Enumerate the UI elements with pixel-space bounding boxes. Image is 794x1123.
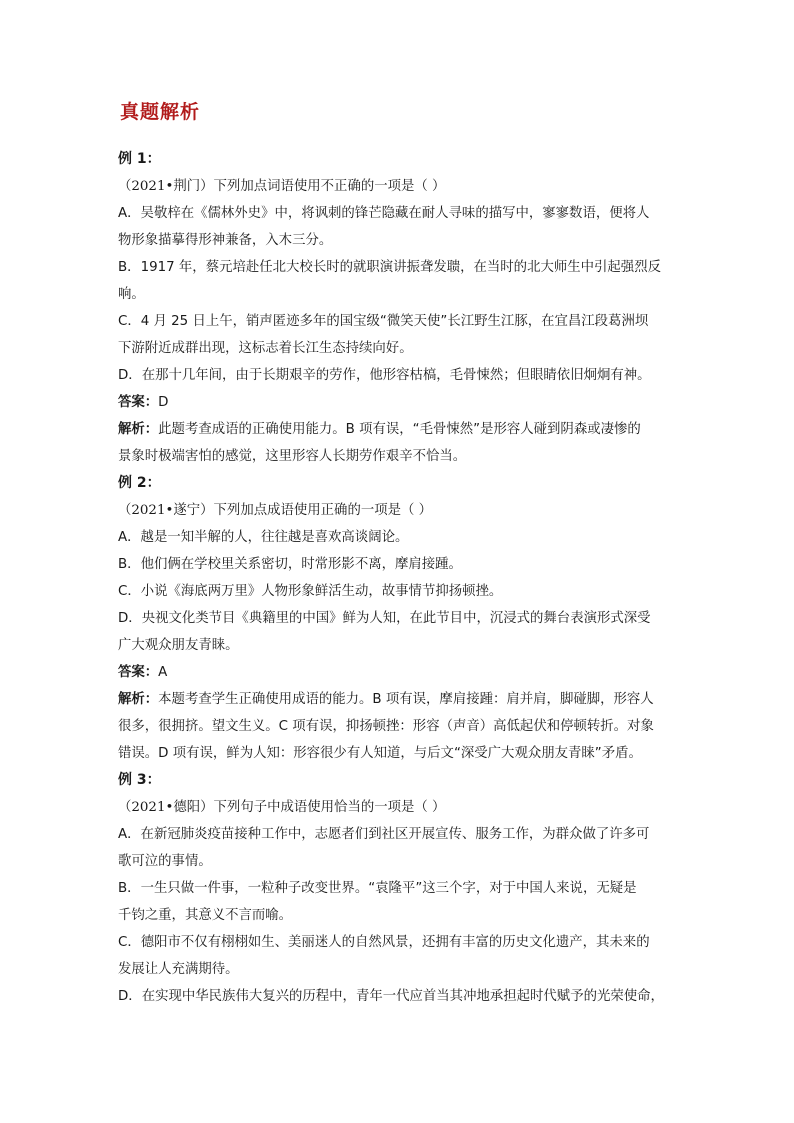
example-1-option-line: 下游附近成群出现，这标志着长江生态持续向好。 — [118, 341, 413, 356]
example-2-answer — [118, 659, 678, 686]
example-1-option-line: 响。 — [118, 287, 145, 302]
answer-value: A — [158, 665, 168, 680]
example-3-option-line: 千钧之重，其意义不言而喻。 — [118, 908, 293, 923]
example-1-option-line: C．4 月 25 日上午，销声匿迹多年的国宝级“微笑天使”长江野生江豚，在宜昌江段葛洲坝 — [118, 314, 649, 329]
example-2-analysis — [118, 686, 678, 713]
example-1-title: 例 1： — [118, 151, 161, 167]
example-1-option-line: B．1917 年，蔡元培赴任北大校长时的就职演讲振聋发聩，在当时的北大师生中引起强烈反 — [118, 260, 661, 275]
example-3-option-line: 歌可泣的事情。 — [118, 854, 212, 869]
analysis-text: 本题考查学生正确使用成语的能力。B 项有误，摩肩接踵：肩并肩，脚碰脚，形容人 — [158, 692, 654, 707]
answer-label: 答案： — [118, 395, 159, 410]
example-2-title: 例 2： — [118, 475, 161, 491]
example-2-option-line: A．越是一知半解的人，往往越是喜欢高谈阔论。 — [118, 530, 409, 545]
example-2-option-line: B．他们俩在学校里关系密切，时常形影不离，摩肩接踵。 — [118, 557, 462, 572]
example-1-analysis — [118, 416, 678, 443]
example-1-question: （2021•荆门）下列加点词语使用不正确的一项是（ ） — [118, 179, 446, 194]
example-3-option-line: B．一生只做一件事，一粒种子改变世界。“袁隆平”这三个字，对于中国人来说，无疑是 — [118, 881, 637, 896]
example-3-option-line: C．德阳市不仅有栩栩如生、美丽迷人的自然风景，还拥有丰富的历史文化遗产，其未来的 — [118, 935, 650, 950]
example-1-option-line: 物形象描摹得形神兼备，入木三分。 — [118, 233, 333, 248]
example-2-question: （2021•遂宁）下列加点成语使用正确的一项是（ ） — [118, 503, 433, 518]
answer-value: D — [158, 395, 169, 410]
example-3-option-line: 发展让人充满期待。 — [118, 962, 239, 977]
example-2-analysis-line: 错误。D 项有误，鲜为人知：形容很少有人知道，与后文“深受广大观众朋友青睐”矛盾。 — [118, 746, 642, 761]
analysis-label: 解析： — [118, 692, 159, 707]
example-1-option-line: A．吴敬梓在《儒林外史》中，将讽刺的锋芒隐藏在耐人寻味的描写中，寥寥数语，便将人 — [118, 206, 650, 221]
example-3-option-line: D．在实现中华民族伟大复兴的历程中，青年一代应首当其冲地承担起时代赋予的光荣使命， — [118, 989, 664, 1004]
example-1-answer — [118, 389, 678, 416]
example-2-option-line: C．小说《海底两万里》人物形象鲜活生动，故事情节抑扬顿挫。 — [118, 584, 503, 599]
analysis-text: 此题考查成语的正确使用能力。B 项有误，“毛骨悚然”是形容人碰到阴森或凄惨的 — [158, 422, 641, 437]
content-body — [118, 146, 678, 1010]
example-2-option-line: 广大观众朋友青睐。 — [118, 638, 239, 653]
section-title: 真题解析 — [120, 101, 201, 123]
example-3-title: 例 3： — [118, 772, 161, 788]
answer-label: 答案： — [118, 665, 159, 680]
example-2-analysis-line: 很多，很拥挤。望文生义。C 项有误，抑扬顿挫：形容（声音）高低起伏和停顿转折。对象 — [118, 719, 654, 734]
example-1-analysis-line: 景象时极端害怕的感觉，这里形容人长期劳作艰辛不恰当。 — [118, 449, 467, 464]
example-1-option-line: D．在那十几年间，由于长期艰辛的劳作，他形容枯槁，毛骨悚然；但眼睛依旧炯炯有神。 — [118, 368, 651, 383]
analysis-label: 解析： — [118, 422, 159, 437]
example-3-option-line: A．在新冠肺炎疫苗接种工作中，志愿者们到社区开展宣传、服务工作，为群众做了许多可 — [118, 827, 650, 842]
example-2-option-line: D．央视文化类节目《典籍里的中国》鲜为人知，在此节目中，沉浸式的舞台表演形式深受 — [118, 611, 651, 626]
example-3-question: （2021•德阳）下列句子中成语使用恰当的一项是（ ） — [118, 800, 446, 815]
